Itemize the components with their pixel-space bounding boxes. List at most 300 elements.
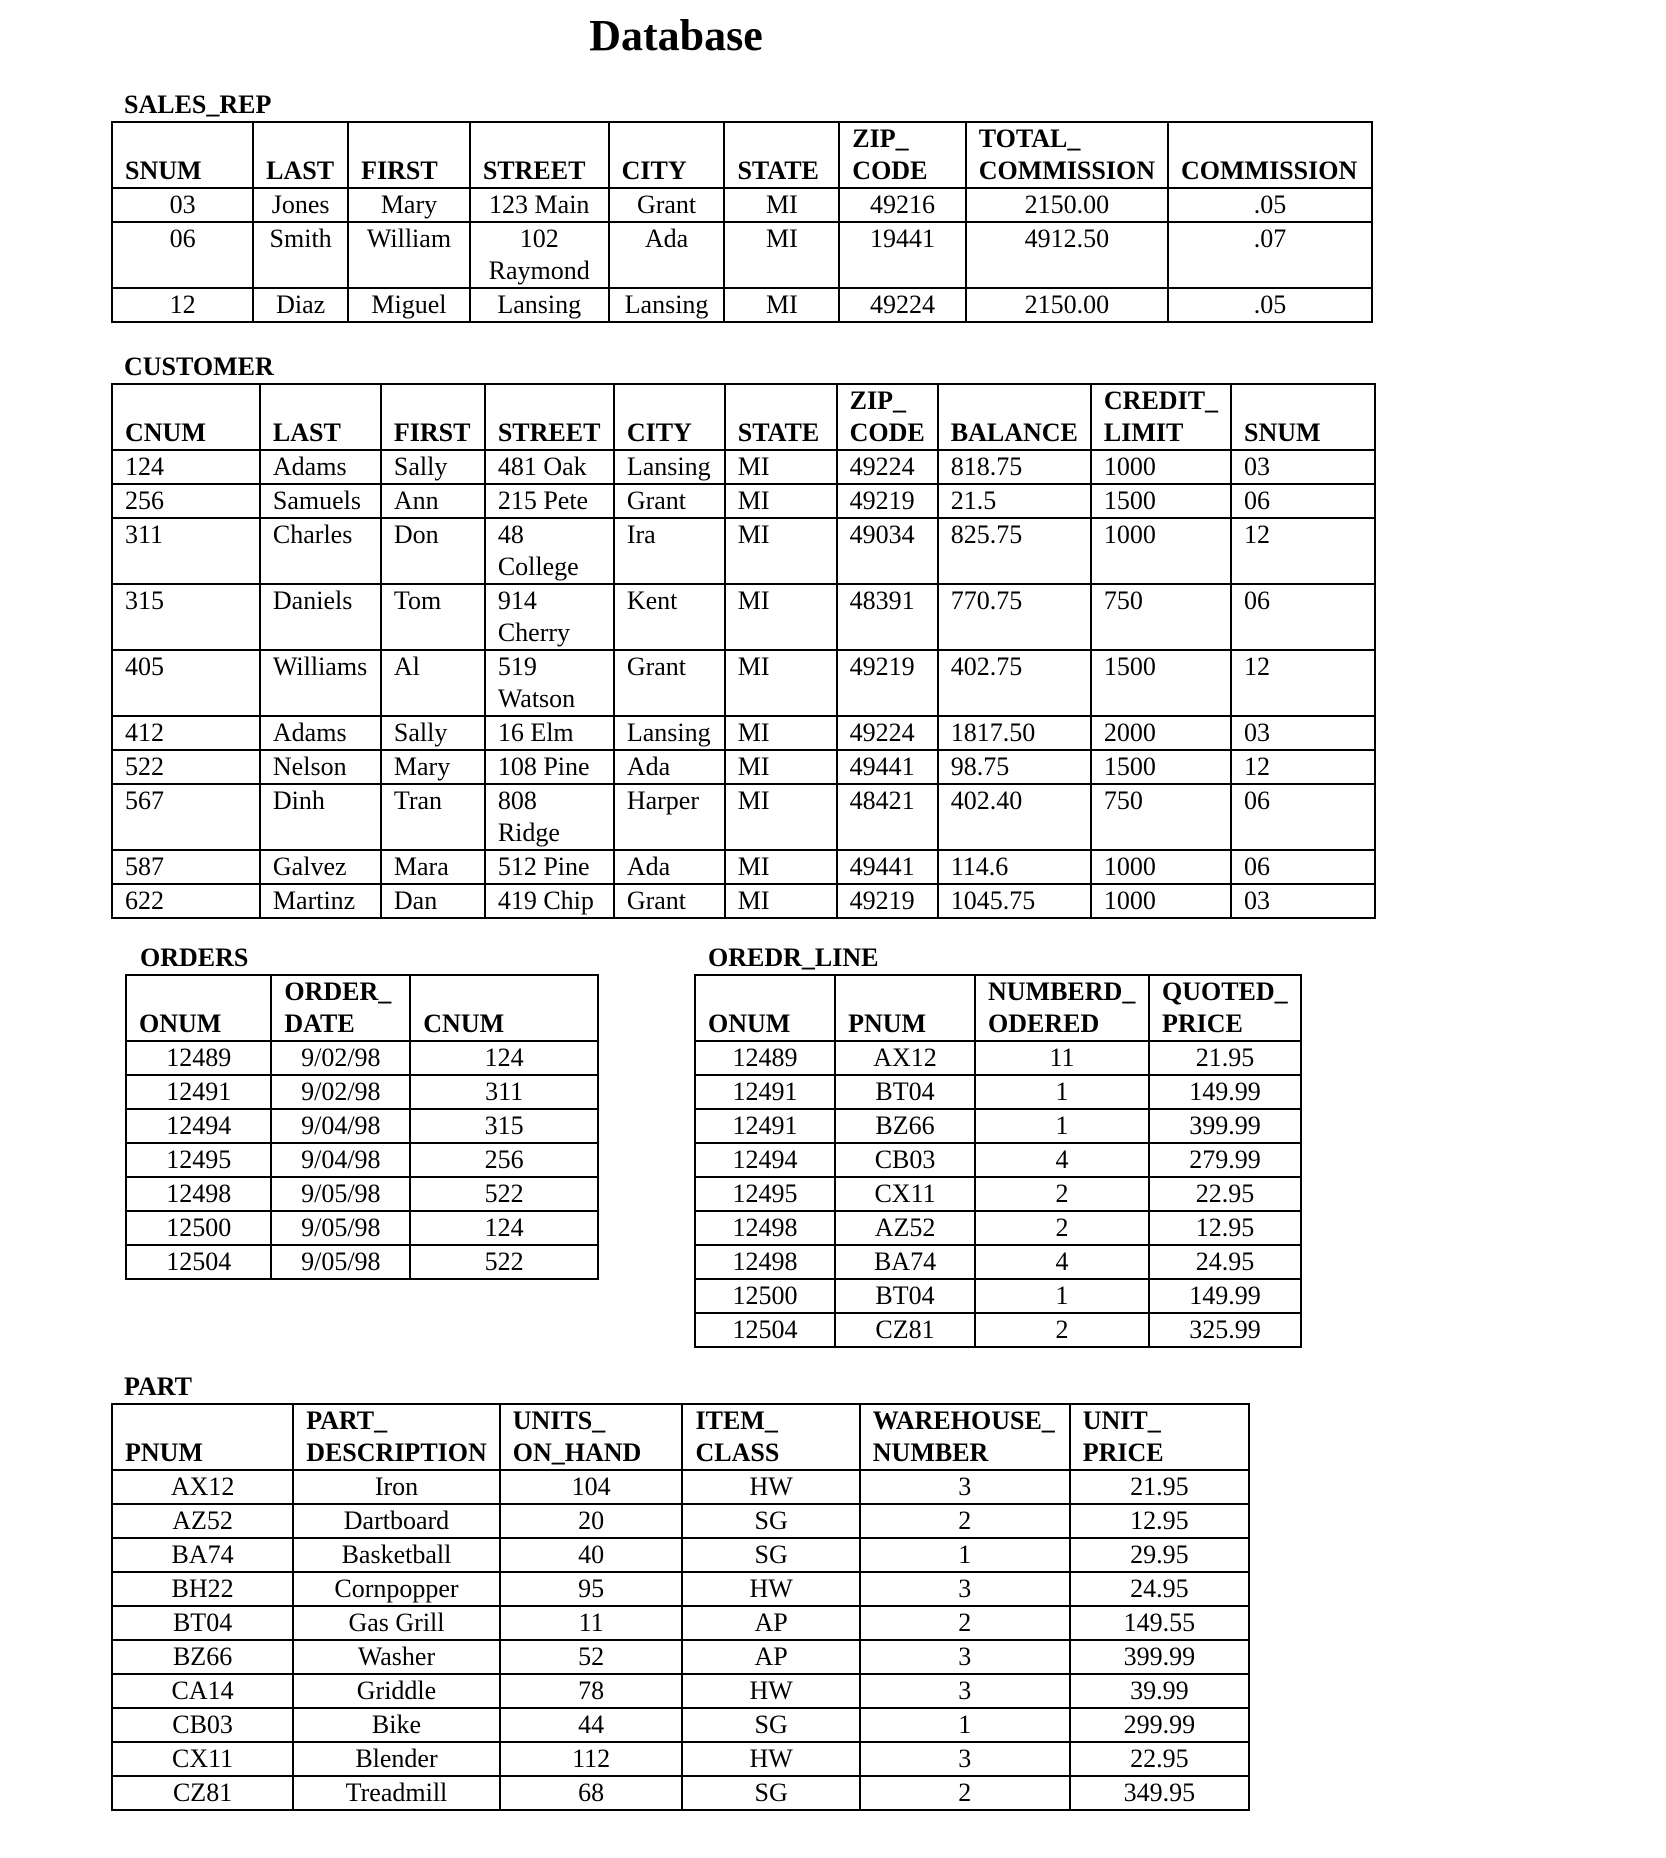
table-cell: Samuels [260,484,381,518]
table-cell: 3 [860,1742,1070,1776]
table-cell: Gas Grill [293,1606,500,1640]
table-row [112,1504,1249,1538]
table-row [112,450,1375,484]
table-cell: Lansing [614,716,725,750]
table-cell: 19441 [839,222,965,288]
table-cell: 12498 [126,1177,271,1211]
part-caption: PART [124,1372,192,1401]
table-cell: 29.95 [1070,1538,1249,1572]
table-cell: 1000 [1091,450,1231,484]
header-row [126,975,598,1041]
table-cell: 315 [112,584,260,650]
table-cell: 522 [410,1245,598,1279]
table-row [112,584,1375,650]
table-cell: Harper [614,784,725,850]
table-cell: 49224 [837,450,938,484]
table-cell: MI [725,750,837,784]
table-cell: MI [725,784,837,850]
table-cell: 114.6 [938,850,1091,884]
table-row [112,784,1375,850]
column-header: UNIT_ PRICE [1070,1404,1249,1470]
table-cell: MI [725,650,837,716]
column-header: STREET [470,122,609,188]
table-cell: Lansing [609,288,725,322]
table-cell: 48421 [837,784,938,850]
table-cell: Miguel [348,288,470,322]
table-cell: 481 Oak [485,450,614,484]
table-cell: MI [725,850,837,884]
table-cell: MI [725,584,837,650]
table-cell: 22.95 [1149,1177,1301,1211]
table-row [112,1640,1249,1674]
table-cell: Grant [614,484,725,518]
column-header: LAST [260,384,381,450]
table-cell: BT04 [835,1075,975,1109]
table-cell: 06 [1231,584,1375,650]
table-cell: 402.75 [938,650,1091,716]
column-header: ITEM_ CLASS [682,1404,859,1470]
table-cell: 12 [1231,518,1375,584]
table-cell: Martinz [260,884,381,918]
column-header: UNITS_ ON_HAND [500,1404,683,1470]
table-cell: Basketball [293,1538,500,1572]
table-cell: 2 [975,1177,1149,1211]
orders-table [125,974,599,1280]
table-cell: 325.99 [1149,1313,1301,1347]
table-cell: Cornpopper [293,1572,500,1606]
table-cell: 405 [112,650,260,716]
table-cell: 12500 [126,1211,271,1245]
table-cell: Mara [381,850,485,884]
column-header: CITY [609,122,725,188]
table-row [126,1177,598,1211]
table-cell: 412 [112,716,260,750]
column-header: STREET [485,384,614,450]
table-cell: 16 Elm [485,716,614,750]
table-cell: Adams [260,450,381,484]
table-cell: CB03 [112,1708,293,1742]
table-cell: 1500 [1091,750,1231,784]
table-row [112,1776,1249,1810]
table-cell: 12491 [126,1075,271,1109]
table-cell: 315 [410,1109,598,1143]
table-cell: 750 [1091,584,1231,650]
column-header: WAREHOUSE_ NUMBER [860,1404,1070,1470]
table-cell: Ada [614,750,725,784]
header-row [112,384,1375,450]
column-header: CREDIT_ LIMIT [1091,384,1231,450]
table-cell: 123 Main [470,188,609,222]
table-row [126,1211,598,1245]
table-cell: .07 [1168,222,1372,288]
header-row [695,975,1301,1041]
customer-table [111,383,1376,919]
table-cell: 419 Chip [485,884,614,918]
table-cell: 12 [1231,650,1375,716]
table-cell: 1500 [1091,484,1231,518]
table-row [695,1279,1301,1313]
table-row [695,1211,1301,1245]
table-cell: 12 [1231,750,1375,784]
table-cell: 20 [500,1504,683,1538]
page-title: Database [589,11,763,60]
table-cell: 9/02/98 [271,1075,410,1109]
table-cell: .05 [1168,288,1372,322]
column-header: NUMBERD_ ODERED [975,975,1149,1041]
table-cell: 104 [500,1470,683,1504]
table-cell: 102 Raymond [470,222,609,288]
table-cell: Lansing [470,288,609,322]
table-cell: 3 [860,1674,1070,1708]
order-line-table [694,974,1302,1348]
table-cell: BA74 [112,1538,293,1572]
table-cell: 9/05/98 [271,1211,410,1245]
orders-caption: ORDERS [140,943,249,972]
table-cell: 2 [975,1313,1149,1347]
table-cell: 49224 [839,288,965,322]
column-header: ORDER_ DATE [271,975,410,1041]
table-row [112,1606,1249,1640]
table-row [112,750,1375,784]
table-cell: 06 [1231,784,1375,850]
table-cell: Kent [614,584,725,650]
table-row [112,188,1372,222]
table-cell: 1817.50 [938,716,1091,750]
column-header: CNUM [112,384,260,450]
table-cell: 311 [112,518,260,584]
table-cell: 03 [112,188,253,222]
table-cell: William [348,222,470,288]
table-cell: 9/04/98 [271,1143,410,1177]
table-cell: 279.99 [1149,1143,1301,1177]
table-cell: Tran [381,784,485,850]
table-cell: Daniels [260,584,381,650]
table-cell: 1 [860,1708,1070,1742]
table-cell: AP [682,1606,859,1640]
table-row [112,1674,1249,1708]
table-cell: Ada [609,222,725,288]
table-cell: Dinh [260,784,381,850]
column-header: COMMISSION [1168,122,1372,188]
table-cell: 11 [975,1041,1149,1075]
table-cell: 256 [410,1143,598,1177]
table-cell: MI [725,518,837,584]
table-cell: 108 Pine [485,750,614,784]
table-row [112,1572,1249,1606]
table-row [112,484,1375,518]
table-cell: 12489 [695,1041,835,1075]
table-cell: 12491 [695,1109,835,1143]
table-cell: 12494 [126,1109,271,1143]
table-cell: MI [725,884,837,918]
table-cell: HW [682,1572,859,1606]
table-cell: Jones [253,188,348,222]
table-cell: 215 Pete [485,484,614,518]
table-cell: 1000 [1091,518,1231,584]
table-cell: 06 [1231,484,1375,518]
table-cell: Sally [381,716,485,750]
table-cell: 49219 [837,484,938,518]
table-row [112,850,1375,884]
table-cell: 22.95 [1070,1742,1249,1776]
table-cell: Mary [348,188,470,222]
table-row [695,1109,1301,1143]
table-cell: 49224 [837,716,938,750]
table-cell: 3 [860,1470,1070,1504]
table-cell: AZ52 [835,1211,975,1245]
table-cell: 12489 [126,1041,271,1075]
table-cell: MI [724,222,839,288]
table-cell: 808 Ridge [485,784,614,850]
table-cell: 1 [975,1279,1149,1313]
table-cell: Smith [253,222,348,288]
column-header: LAST [253,122,348,188]
table-row [112,1742,1249,1776]
table-cell: 4 [975,1143,1149,1177]
table-cell: 12.95 [1149,1211,1301,1245]
table-cell: SG [682,1504,859,1538]
table-cell: 522 [410,1177,598,1211]
table-cell: 12500 [695,1279,835,1313]
table-cell: 124 [112,450,260,484]
column-header: ZIP_ CODE [839,122,965,188]
table-cell: 40 [500,1538,683,1572]
table-cell: 2150.00 [966,288,1168,322]
table-cell: Iron [293,1470,500,1504]
table-cell: 12498 [695,1211,835,1245]
table-cell: CA14 [112,1674,293,1708]
table-cell: 1 [860,1538,1070,1572]
table-cell: MI [724,288,839,322]
table-cell: Al [381,650,485,716]
table-cell: 770.75 [938,584,1091,650]
table-row [112,518,1375,584]
table-cell: CX11 [112,1742,293,1776]
table-row [695,1177,1301,1211]
table-cell: Tom [381,584,485,650]
table-cell: 299.99 [1070,1708,1249,1742]
column-header: SNUM [1231,384,1375,450]
table-cell: 149.99 [1149,1075,1301,1109]
table-cell: BT04 [112,1606,293,1640]
table-row [126,1041,598,1075]
table-cell: 2 [860,1776,1070,1810]
table-cell: Dartboard [293,1504,500,1538]
table-cell: 399.99 [1149,1109,1301,1143]
column-header: PNUM [835,975,975,1041]
table-cell: 9/05/98 [271,1245,410,1279]
table-cell: 567 [112,784,260,850]
table-cell: 4 [975,1245,1149,1279]
table-cell: 1 [975,1075,1149,1109]
table-cell: 21.95 [1149,1041,1301,1075]
table-cell: SG [682,1776,859,1810]
table-cell: 49219 [837,650,938,716]
table-row [112,222,1372,288]
table-cell: BZ66 [112,1640,293,1674]
table-cell: Nelson [260,750,381,784]
table-cell: MI [725,716,837,750]
column-header: SNUM [112,122,253,188]
table-cell: 149.99 [1149,1279,1301,1313]
table-cell: Bike [293,1708,500,1742]
table-cell: 914 Cherry [485,584,614,650]
table-cell: 49441 [837,850,938,884]
table-cell: 9/02/98 [271,1041,410,1075]
column-header: QUOTED_ PRICE [1149,975,1301,1041]
sales-rep-caption: SALES_REP [124,90,272,119]
table-row [695,1075,1301,1109]
column-header: CNUM [410,975,598,1041]
table-cell: Washer [293,1640,500,1674]
table-cell: 49441 [837,750,938,784]
table-cell: 587 [112,850,260,884]
table-cell: Lansing [614,450,725,484]
table-row [112,650,1375,716]
table-cell: 49219 [837,884,938,918]
table-cell: 95 [500,1572,683,1606]
table-cell: 4912.50 [966,222,1168,288]
table-cell: CX11 [835,1177,975,1211]
table-cell: 750 [1091,784,1231,850]
table-cell: Diaz [253,288,348,322]
table-cell: 2 [860,1504,1070,1538]
table-cell: 06 [112,222,253,288]
table-cell: 9/04/98 [271,1109,410,1143]
table-cell: 512 Pine [485,850,614,884]
table-cell: CZ81 [112,1776,293,1810]
table-cell: 03 [1231,884,1375,918]
table-cell: HW [682,1674,859,1708]
table-cell: 12495 [695,1177,835,1211]
table-cell: 522 [112,750,260,784]
table-cell: 124 [410,1211,598,1245]
table-cell: 399.99 [1070,1640,1249,1674]
order-line-caption: OREDR_LINE [708,943,879,972]
table-cell: 519 Watson [485,650,614,716]
table-cell: BH22 [112,1572,293,1606]
table-cell: 311 [410,1075,598,1109]
table-cell: Grant [609,188,725,222]
table-cell: Blender [293,1742,500,1776]
table-row [126,1109,598,1143]
table-cell: 12495 [126,1143,271,1177]
table-cell: 2 [975,1211,1149,1245]
table-cell: 03 [1231,716,1375,750]
table-cell: .05 [1168,188,1372,222]
table-cell: CZ81 [835,1313,975,1347]
table-row [112,1470,1249,1504]
table-cell: 12504 [126,1245,271,1279]
table-cell: 1000 [1091,884,1231,918]
column-header: STATE [724,122,839,188]
column-header: FIRST [381,384,485,450]
table-cell: AZ52 [112,1504,293,1538]
table-cell: 11 [500,1606,683,1640]
table-cell: BZ66 [835,1109,975,1143]
table-cell: 349.95 [1070,1776,1249,1810]
header-row [112,1404,1249,1470]
table-cell: Ada [614,850,725,884]
table-cell: Dan [381,884,485,918]
table-row [112,1538,1249,1572]
table-cell: 24.95 [1070,1572,1249,1606]
table-cell: HW [682,1470,859,1504]
table-cell: Galvez [260,850,381,884]
table-cell: 12494 [695,1143,835,1177]
table-cell: AP [682,1640,859,1674]
table-cell: 1500 [1091,650,1231,716]
table-cell: Williams [260,650,381,716]
table-cell: 12498 [695,1245,835,1279]
table-cell: 03 [1231,450,1375,484]
table-cell: 39.99 [1070,1674,1249,1708]
table-cell: Don [381,518,485,584]
table-cell: BA74 [835,1245,975,1279]
table-cell: 2150.00 [966,188,1168,222]
table-cell: 49216 [839,188,965,222]
table-cell: 12504 [695,1313,835,1347]
table-cell: 3 [860,1640,1070,1674]
table-cell: 12.95 [1070,1504,1249,1538]
table-cell: 818.75 [938,450,1091,484]
table-row [112,1708,1249,1742]
table-cell: Grant [614,650,725,716]
table-cell: 78 [500,1674,683,1708]
table-row [112,716,1375,750]
column-header: ONUM [126,975,271,1041]
table-cell: 12 [112,288,253,322]
header-row [112,122,1372,188]
table-row [112,288,1372,322]
table-cell: Mary [381,750,485,784]
column-header: ZIP_ CODE [837,384,938,450]
table-cell: 256 [112,484,260,518]
table-cell: AX12 [112,1470,293,1504]
table-cell: SG [682,1538,859,1572]
column-header: STATE [725,384,837,450]
table-cell: 1045.75 [938,884,1091,918]
table-cell: 24.95 [1149,1245,1301,1279]
table-cell: 149.55 [1070,1606,1249,1640]
table-cell: SG [682,1708,859,1742]
table-row [126,1245,598,1279]
table-cell: 2000 [1091,716,1231,750]
table-cell: BT04 [835,1279,975,1313]
table-cell: 1 [975,1109,1149,1143]
table-cell: 44 [500,1708,683,1742]
table-cell: 98.75 [938,750,1091,784]
table-cell: Griddle [293,1674,500,1708]
table-cell: CB03 [835,1143,975,1177]
table-cell: 49034 [837,518,938,584]
table-row [695,1313,1301,1347]
column-header: TOTAL_ COMMISSION [966,122,1168,188]
table-cell: 21.5 [938,484,1091,518]
column-header: PNUM [112,1404,293,1470]
table-cell: Ann [381,484,485,518]
column-header: ONUM [695,975,835,1041]
table-cell: 48391 [837,584,938,650]
column-header: CITY [614,384,725,450]
table-cell: 68 [500,1776,683,1810]
table-cell: Charles [260,518,381,584]
table-cell: Treadmill [293,1776,500,1810]
table-cell: Grant [614,884,725,918]
table-cell: 622 [112,884,260,918]
table-cell: 52 [500,1640,683,1674]
customer-caption: CUSTOMER [124,352,274,381]
